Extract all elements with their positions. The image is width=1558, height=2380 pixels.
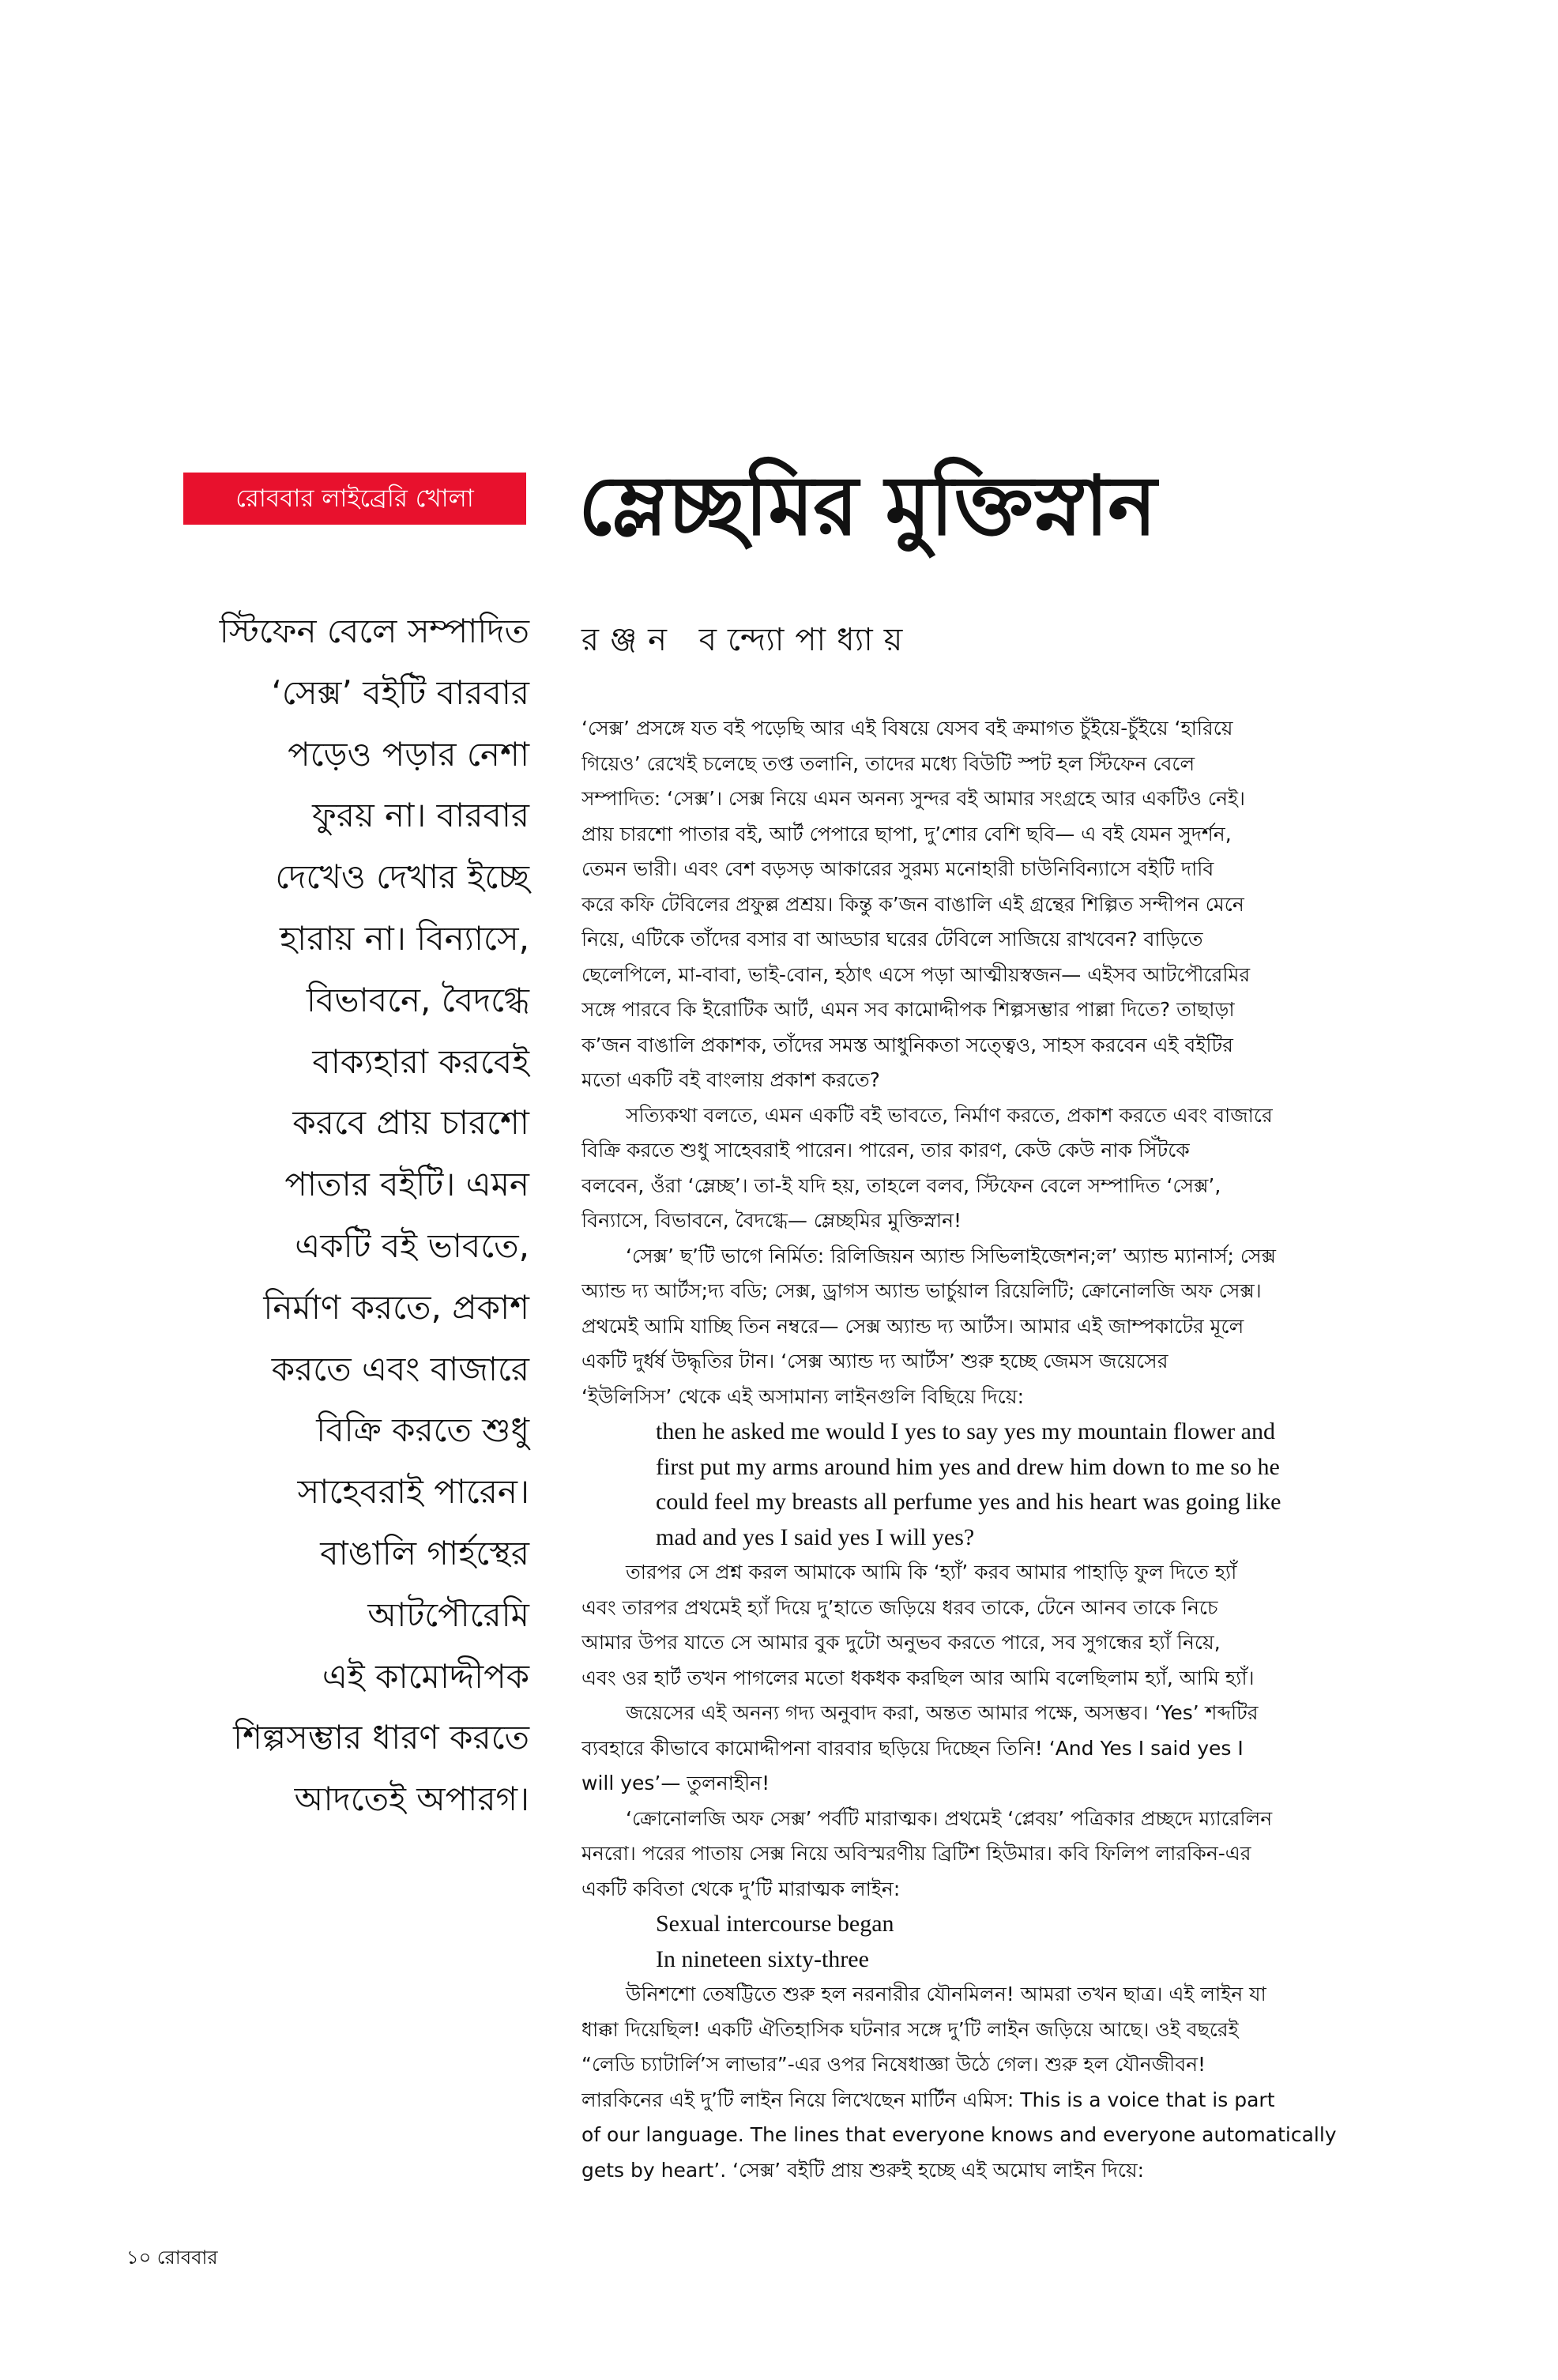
body-line: তারপর সে প্রশ্ন করল আমাকে আমি কি ‘হ্যাঁ’ করব আমার পাহাড়ি ফুল দিতে হ্যাঁ bbox=[626, 1561, 1237, 1584]
body-line: একটি কবিতা থেকে দু’টি মারাত্মক লাইন: bbox=[581, 1877, 901, 1900]
body-line: বিক্রি করতে শুধু সাহেবরাই পারেন। পারেন, তার কারণ, কেউ কেউ নাক সিঁটকে bbox=[581, 1139, 1190, 1162]
body-line: উনিশশো তেষট্টিতে শুরু হল নরনারীর যৌনমিলন! আমরা তখন ছাত্র। এই লাইন যা bbox=[626, 1983, 1266, 2005]
body-line: will yes’— তুলনাহীন! bbox=[581, 1772, 770, 1794]
quoted-line: In nineteen sixty-three bbox=[656, 1945, 869, 1972]
quoted-line: could feel my breasts all perfume yes and his heart was going like bbox=[656, 1489, 1281, 1515]
pull-quote-line: হারায় না। বিন্যাসে, bbox=[279, 918, 529, 958]
body-line: জয়েসের এই অনন্য গদ্য অনুবাদ করা, অন্তত আমার পক্ষে, অসম্ভব। ‘Yes’ শব্দটির bbox=[626, 1701, 1259, 1724]
pull-quote-line: এই কামোদ্দীপক bbox=[322, 1656, 529, 1696]
pull-quote-line: সাহেবরাই পারেন। bbox=[297, 1472, 529, 1512]
body-line: গিয়েও’ রেখেই চলেছে তপ্ত তলানি, তাদের মধ্যে বিউটি স্পট হল স্টিফেন বেলে bbox=[581, 751, 1195, 775]
body-line: ‘ইউলিসিস’ থেকে এই অসামান্য লাইনগুলি বিছিয়ে দিয়ে: bbox=[581, 1384, 1025, 1408]
pull-quote-line: বাঙালি গার্হস্থের bbox=[320, 1533, 529, 1572]
pull-quote-line: ফুরয় না। বারবার bbox=[312, 796, 529, 835]
body-line: “লেডি চ্যাটার্লি’স লাভার”-এর ওপর নিষেধাজ্ঞা উঠে গেল। শুরু হল যৌনজীবন! bbox=[581, 2053, 1206, 2076]
body-line: নিয়ে, এটিকে তাঁদের বসার বা আড্ডার ঘরের টেবিলে সাজিয়ে রাখবেন? বাড়িতে bbox=[581, 928, 1203, 951]
body-line: ব্যবহারে কীভাবে কামোদ্দীপনা বারবার ছড়িয়ে দিচ্ছেন তিনি! ‘And Yes I said yes I bbox=[581, 1736, 1244, 1760]
body-line: বলবেন, ওঁরা ‘ম্লেচ্ছ’। তা-ই যদি হয়, তাহলে বলব, স্টিফেন বেলে সম্পাদিত ‘সেক্স’, bbox=[581, 1173, 1221, 1197]
quoted-line: then he asked me would I yes to say yes my mountain flower and bbox=[656, 1418, 1275, 1444]
body-line: gets by heart’. ‘সেক্স’ বইটি প্রায় শুরুই হচ্ছে এই অমোঘ লাইন দিয়ে: bbox=[581, 2158, 1145, 2182]
body-line: মতো একটি বই বাংলায় প্রকাশ করতে? bbox=[581, 1068, 880, 1091]
pull-quote-line: বিভাবনে, বৈদগ্ধে bbox=[306, 980, 529, 1019]
pull-quote-line: আদতেই অপারগ। bbox=[294, 1779, 529, 1819]
quoted-line: Sexual intercourse began bbox=[656, 1911, 894, 1937]
page-folio: ১০ রোববার bbox=[126, 2246, 218, 2269]
pull-quote-line: স্টিফেন বেলে সম্পাদিত bbox=[219, 612, 529, 650]
body-line: মনরো। পরের পাতায় সেক্স নিয়ে অবিস্মরণীয় ব্রিটিশ হিউমার। কবি ফিলিপ লারকিন-এর bbox=[581, 1842, 1251, 1865]
body-line: ধাক্কা দিয়েছিল! একটি ঐতিহাসিক ঘটনার সঙ্গে দু’টি লাইন জড়িয়ে আছে। ওই বছরেই bbox=[581, 2017, 1239, 2041]
pull-quote-line: বাক্যহারা করবেই bbox=[312, 1041, 529, 1081]
body-line: প্রায় চারশো পাতার বই, আর্ট পেপারে ছাপা, দু’শোর বেশি ছবি— এ বই যেমন সুদর্শন, bbox=[581, 822, 1232, 845]
pull-quote-line: ‘সেক্স’ বইটি বারবার bbox=[271, 672, 529, 712]
pull-quote-line: নির্মাণ করতে, প্রকাশ bbox=[263, 1287, 529, 1327]
pull-quote bbox=[119, 601, 529, 1830]
pull-quote-line: শিল্পসম্ভার ধারণ করতে bbox=[233, 1718, 529, 1757]
pull-quote-line: বিক্রি করতে শুধু bbox=[316, 1410, 529, 1450]
quoted-line: mad and yes I said yes I will yes? bbox=[656, 1523, 975, 1550]
body-line: ছেলেপিলে, মা-বাবা, ভাই-বোন, হঠাৎ এসে পড়া আত্মীয়স্বজন— এইসব আটপৌরেমির bbox=[581, 962, 1251, 986]
body-line: আমার উপর যাতে সে আমার বুক দুটো অনুভব করতে পারে, সব সুগন্ধের হ্যাঁ নিয়ে, bbox=[581, 1631, 1221, 1654]
body-line: অ্যান্ড দ্য আর্টস;দ্য বডি; সেক্স, ড্রাগস অ্যান্ড ভার্চুয়াল রিয়েলিটি; ক্রোনোলজি অফ সেক্স। bbox=[581, 1279, 1262, 1302]
body-line: ‘ক্রোনোলজি অফ সেক্স’ পর্বটি মারাত্মক। প্রথমেই ‘প্লেবয়’ পত্রিকার প্রচ্ছদে ম্যারেলিন bbox=[626, 1806, 1273, 1830]
quoted-line: first put my arms around him yes and drew him down to me so he bbox=[656, 1453, 1280, 1480]
pull-quote-line: দেখেও দেখার ইচ্ছে bbox=[275, 857, 529, 897]
body-line: ক’জন বাঙালি প্রকাশক, তাঁদের সমস্ত আধুনিকতা সত্ত্বেও, সাহস করবেন এই বইটির bbox=[581, 1033, 1233, 1056]
pull-quote-line: একটি বই ভাবতে, bbox=[295, 1226, 529, 1265]
body-line: এবং তারপর প্রথমেই হ্যাঁ দিয়ে দু’হাতে জড়িয়ে ধরব তাকে, টেনে আনব তাকে নিচে bbox=[581, 1595, 1218, 1619]
body-line: of our language. The lines that everyone knows and everyone automatically bbox=[581, 2123, 1337, 2146]
body-line: প্রথমেই আমি যাচ্ছি তিন নম্বরে— সেক্স অ্যান্ড দ্য আর্টস। আমার এই জাম্পকাটের মূলে bbox=[581, 1314, 1244, 1338]
body-line: বিন্যাসে, বিভাবনে, বৈদগ্ধে— ম্লেচ্ছমির মুক্তিস্নান! bbox=[581, 1209, 962, 1232]
body-line: ‘সেক্স’ প্রসঙ্গে যত বই পড়েছি আর এই বিষয়ে যেসব বই ক্রমাগত চুঁইয়ে-চুঁইয়ে ‘হারিয়ে bbox=[581, 717, 1233, 740]
body-line: তেমন ভারী। এবং বেশ বড়সড় আকারের সুরম্য মনোহারী চাউনিবিন্যাসে বইটি দাবি bbox=[581, 857, 1214, 880]
article-body bbox=[581, 711, 1458, 2188]
headline: ম্লেচ্ছমির মুক্তিস্নান bbox=[578, 458, 1157, 554]
pull-quote-line: আটপৌরেমি bbox=[367, 1595, 529, 1634]
pull-quote-line: করতে এবং বাজারে bbox=[271, 1349, 529, 1388]
pull-quote-line: পাতার বইটি। এমন bbox=[284, 1165, 529, 1204]
body-line: ‘সেক্স’ ছ’টি ভাগে নির্মিত: রিলিজিয়ন অ্যান্ড সিভিলাইজেশন;ল’ অ্যান্ড ম্যানার্স; সেক্স bbox=[626, 1244, 1276, 1267]
body-line: সত্যিকথা বলতে, এমন একটি বই ভাবতে, নির্মাণ করতে, প্রকাশ করতে এবং বাজারে bbox=[626, 1103, 1273, 1127]
body-line: লারকিনের এই দু’টি লাইন নিয়ে লিখেছেন মার্টিন এমিস: This is a voice that is part bbox=[581, 2088, 1275, 2111]
body-line: সম্পাদিত: ‘সেক্স’। সেক্স নিয়ে এমন অনন্য সুন্দর বই আমার সংগ্রহে আর একটিও নেই। bbox=[581, 787, 1245, 810]
byline: রঞ্জন বন্দ্যোপাধ্যায় bbox=[581, 622, 914, 658]
body-line: এবং ওর হার্ট তখন পাগলের মতো ধকধক করছিল আর আমি বলেছিলাম হ্যাঁ, আমি হ্যাঁ। bbox=[581, 1666, 1255, 1689]
body-line: করে কফি টেবিলের প্রফুল্ল প্রশ্রয়। কিন্তু ক’জন বাঙালি এই গ্রন্থের শিল্পিত সন্দীপন মেনে bbox=[581, 892, 1244, 916]
pull-quote-line: করবে প্রায় চারশো bbox=[292, 1103, 529, 1143]
pull-quote-line: পড়েও পড়ার নেশা bbox=[288, 734, 529, 774]
section-label: রোববার লাইব্রেরি খোলা bbox=[183, 473, 526, 525]
body-line: সঙ্গে পারবে কি ইরোটিক আর্ট, এমন সব কামোদ্দীপক শিল্পসম্ভার পাল্লা দিতে? তাছাড়া bbox=[581, 998, 1235, 1021]
body-line: একটি দুর্ধর্ষ উদ্ধৃতির টান। ‘সেক্স অ্যান্ড দ্য আর্টস’ শুরু হচ্ছে জেমস জয়েসের bbox=[581, 1350, 1168, 1373]
